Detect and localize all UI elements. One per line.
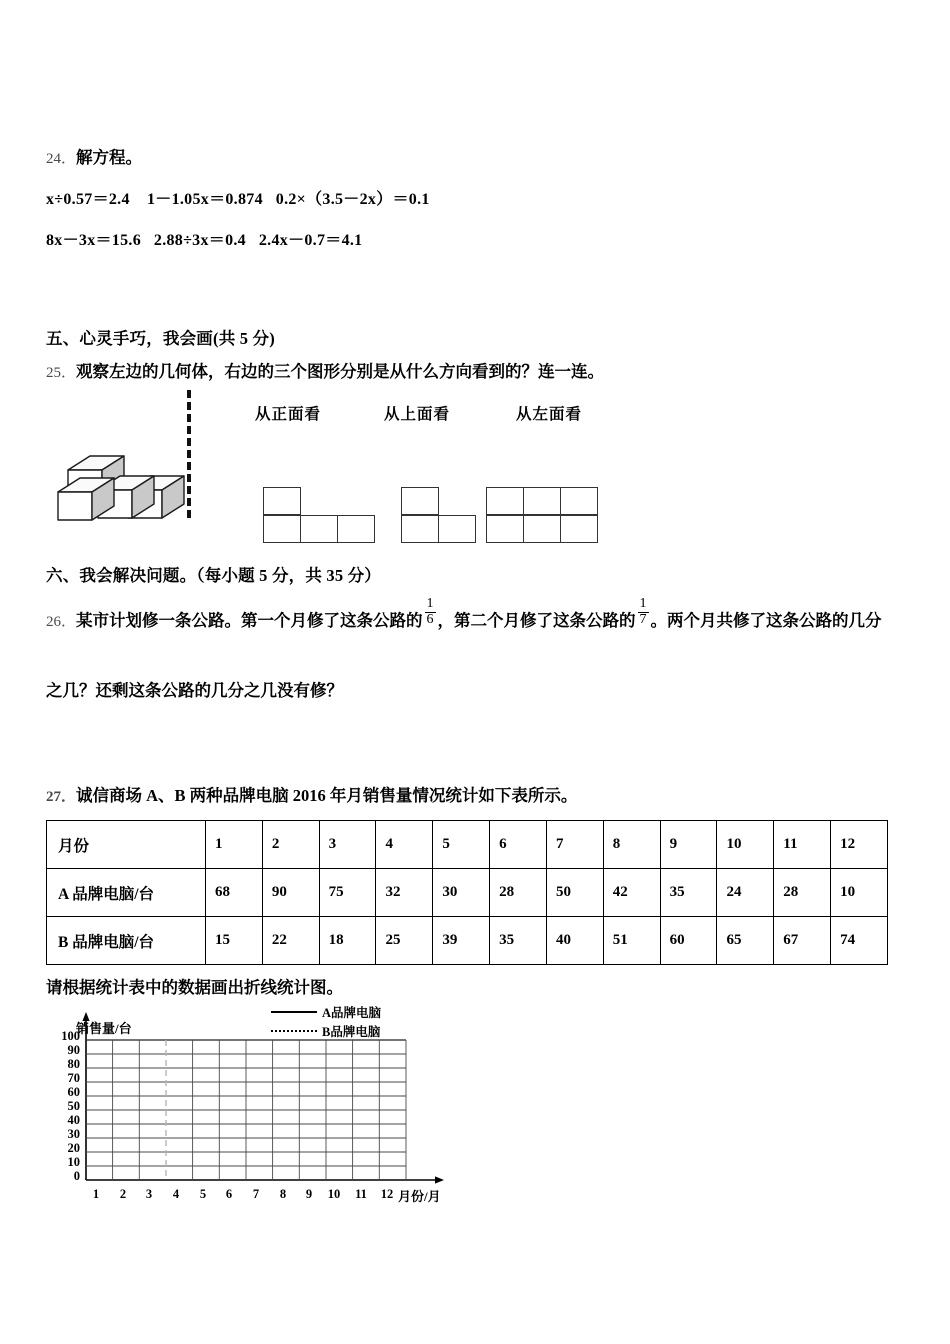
q25-text: 观察左边的几何体，右边的三个图形分别是从什么方向看到的？连一连。 xyxy=(76,362,605,381)
shape-cell xyxy=(401,515,439,543)
table-cell-month: 4 xyxy=(376,821,433,869)
table-cell-brand-b: 15 xyxy=(206,917,263,965)
table-row-brand-b xyxy=(47,917,888,965)
x-tick: 12 xyxy=(380,1187,394,1201)
x-tick: 6 xyxy=(225,1187,233,1201)
table-cell-month: 8 xyxy=(603,821,660,869)
question-25-stem xyxy=(46,358,906,382)
table-cell-month: 6 xyxy=(490,821,547,869)
table-cell-month: 3 xyxy=(319,821,376,869)
shape-cell xyxy=(486,487,524,515)
q26-line-2: 之几？还剩这条公路的几分之几没有修？ xyxy=(46,681,343,700)
fraction-denominator: 6 xyxy=(426,611,434,627)
fraction-one-sixth xyxy=(425,597,436,627)
table-cell-brand-b: 51 xyxy=(603,917,660,965)
table-cell-month: 11 xyxy=(774,821,831,869)
question-26 xyxy=(46,596,926,700)
y-tick: 70 xyxy=(67,1071,80,1085)
table-cell-month: 1 xyxy=(206,821,263,869)
table-cell-brand-a: 90 xyxy=(262,869,319,917)
q24-title-line xyxy=(46,144,906,168)
table-cell-brand-b: 25 xyxy=(376,917,433,965)
y-tick: 10 xyxy=(67,1155,80,1169)
table-cell-brand-a: 35 xyxy=(660,869,717,917)
y-tick: 60 xyxy=(67,1085,80,1099)
legend-label-brand-b: B品牌电脑 xyxy=(322,1024,381,1039)
q26-text-part-3: 。两个月共修了这条公路的几分 xyxy=(650,610,882,630)
q26-line-1 xyxy=(46,596,926,635)
x-tick: 5 xyxy=(199,1187,207,1201)
q24-equations-row-2: 8x－3x＝15.6 2.88÷3x＝0.4 2.4x－0.7＝4.1 xyxy=(46,232,363,249)
table-cell-brand-a: 30 xyxy=(433,869,490,917)
row-header-month: 月份 xyxy=(47,821,206,869)
shape-cell xyxy=(337,515,375,543)
fraction-denominator: 7 xyxy=(639,611,647,627)
shape-cell xyxy=(560,487,598,515)
shape-cell xyxy=(523,515,561,543)
q24-title: 解方程。 xyxy=(76,148,143,167)
q27-stem-text: 诚信商场 A、B 两种品牌电脑 2016 年月销售量情况统计如下表所示。 xyxy=(76,786,578,805)
shape-cell xyxy=(401,487,439,515)
shape-cell xyxy=(523,487,561,515)
y-tick: 50 xyxy=(67,1099,80,1113)
x-tick: 9 xyxy=(305,1187,313,1201)
shape-cell xyxy=(486,515,524,543)
table-cell-brand-b: 40 xyxy=(546,917,603,965)
chart-x-axis-label: 月份/月 xyxy=(398,1189,441,1204)
table-cell-month: 12 xyxy=(831,821,888,869)
table-cell-brand-b: 74 xyxy=(831,917,888,965)
table-cell-brand-a: 75 xyxy=(319,869,376,917)
x-tick: 10 xyxy=(327,1187,341,1201)
fraction-one-seventh xyxy=(638,597,649,627)
row-header-brand-a: A 品牌电脑/台 xyxy=(47,869,206,917)
chart-grid-svg xyxy=(66,1010,466,1190)
y-tick: 20 xyxy=(67,1141,80,1155)
shape-cell xyxy=(300,515,338,543)
view-label-left: 从左面看 xyxy=(516,406,583,423)
table-cell-brand-a: 10 xyxy=(831,869,888,917)
table-cell-month: 9 xyxy=(660,821,717,869)
table-cell-brand-b: 67 xyxy=(774,917,831,965)
table-cell-brand-b: 22 xyxy=(262,917,319,965)
table-cell-brand-b: 35 xyxy=(490,917,547,965)
dashed-divider xyxy=(187,390,191,518)
shape-cell xyxy=(263,487,301,515)
q27-draw-instruction: 请根据统计表中的数据画出折线统计图。 xyxy=(46,978,343,997)
y-tick: 90 xyxy=(67,1043,80,1057)
x-tick: 2 xyxy=(119,1187,127,1201)
x-tick: 11 xyxy=(355,1187,367,1201)
q26-text-part-2: ，第二个月修了这条公路的 xyxy=(437,610,636,630)
table-cell-month: 10 xyxy=(717,821,774,869)
fraction-numerator: 1 xyxy=(639,596,647,611)
table-cell-brand-a: 50 xyxy=(546,869,603,917)
table-cell-brand-a: 68 xyxy=(206,869,263,917)
question-25-figure xyxy=(46,385,906,550)
view-label-front: 从正面看 xyxy=(255,406,322,423)
table-cell-brand-a: 42 xyxy=(603,869,660,917)
question-24 xyxy=(46,144,906,250)
table-cell-brand-a: 32 xyxy=(376,869,433,917)
q26-number: 26． xyxy=(46,613,77,630)
table-cell-month: 7 xyxy=(546,821,603,869)
chart-y-axis-label: 销售量/台 xyxy=(76,1021,132,1036)
table-row-brand-a xyxy=(47,869,888,917)
y-tick: 40 xyxy=(67,1113,80,1127)
y-tick: 100 xyxy=(61,1029,80,1043)
x-tick: 8 xyxy=(279,1187,287,1201)
q24-equations-row-1: x÷0.57＝2.4 1－1.05x＝0.874 0.2×（3.5－2x）＝0.1 xyxy=(46,191,430,208)
legend-label-brand-a: A品牌电脑 xyxy=(322,1005,382,1020)
y-tick: 30 xyxy=(67,1127,80,1141)
table-row-months xyxy=(47,821,888,869)
table-cell-month: 5 xyxy=(433,821,490,869)
table-cell-brand-b: 65 xyxy=(717,917,774,965)
table-cell-month: 2 xyxy=(262,821,319,869)
solid-cubes-icon xyxy=(54,440,186,535)
shape-cell xyxy=(560,515,598,543)
q27-number: 27． xyxy=(46,789,77,805)
x-tick: 1 xyxy=(92,1187,100,1201)
table-cell-brand-b: 18 xyxy=(319,917,376,965)
section-five-heading: 五、心灵手巧，我会画(共 5 分) xyxy=(46,329,275,348)
table-cell-brand-b: 39 xyxy=(433,917,490,965)
y-tick: 80 xyxy=(67,1057,80,1071)
sales-statistics-table xyxy=(46,820,888,965)
y-tick: 0 xyxy=(73,1169,80,1183)
section-six-heading: 六、我会解决问题。（每小题 5 分，共 35 分） xyxy=(46,566,381,585)
q25-number: 25． xyxy=(46,365,77,381)
fraction-numerator: 1 xyxy=(426,596,434,611)
table-cell-brand-a: 28 xyxy=(774,869,831,917)
x-tick: 3 xyxy=(145,1187,153,1201)
table-cell-brand-a: 24 xyxy=(717,869,774,917)
row-header-brand-b: B 品牌电脑/台 xyxy=(47,917,206,965)
x-tick: 4 xyxy=(172,1187,180,1201)
q24-number: 24． xyxy=(46,151,77,167)
table-cell-brand-a: 28 xyxy=(490,869,547,917)
x-tick: 7 xyxy=(252,1187,260,1201)
line-chart-worksheet[interactable] xyxy=(46,1000,506,1215)
shape-cell xyxy=(438,515,476,543)
table-cell-brand-b: 60 xyxy=(660,917,717,965)
q27-stem xyxy=(46,782,926,806)
question-27 xyxy=(46,782,926,998)
section-five xyxy=(46,325,906,382)
q26-text-part-1: 某市计划修一条公路。第一个月修了这条公路的 xyxy=(76,610,423,630)
view-label-top: 从上面看 xyxy=(384,406,451,423)
section-six xyxy=(46,562,381,586)
shape-cell xyxy=(263,515,301,543)
